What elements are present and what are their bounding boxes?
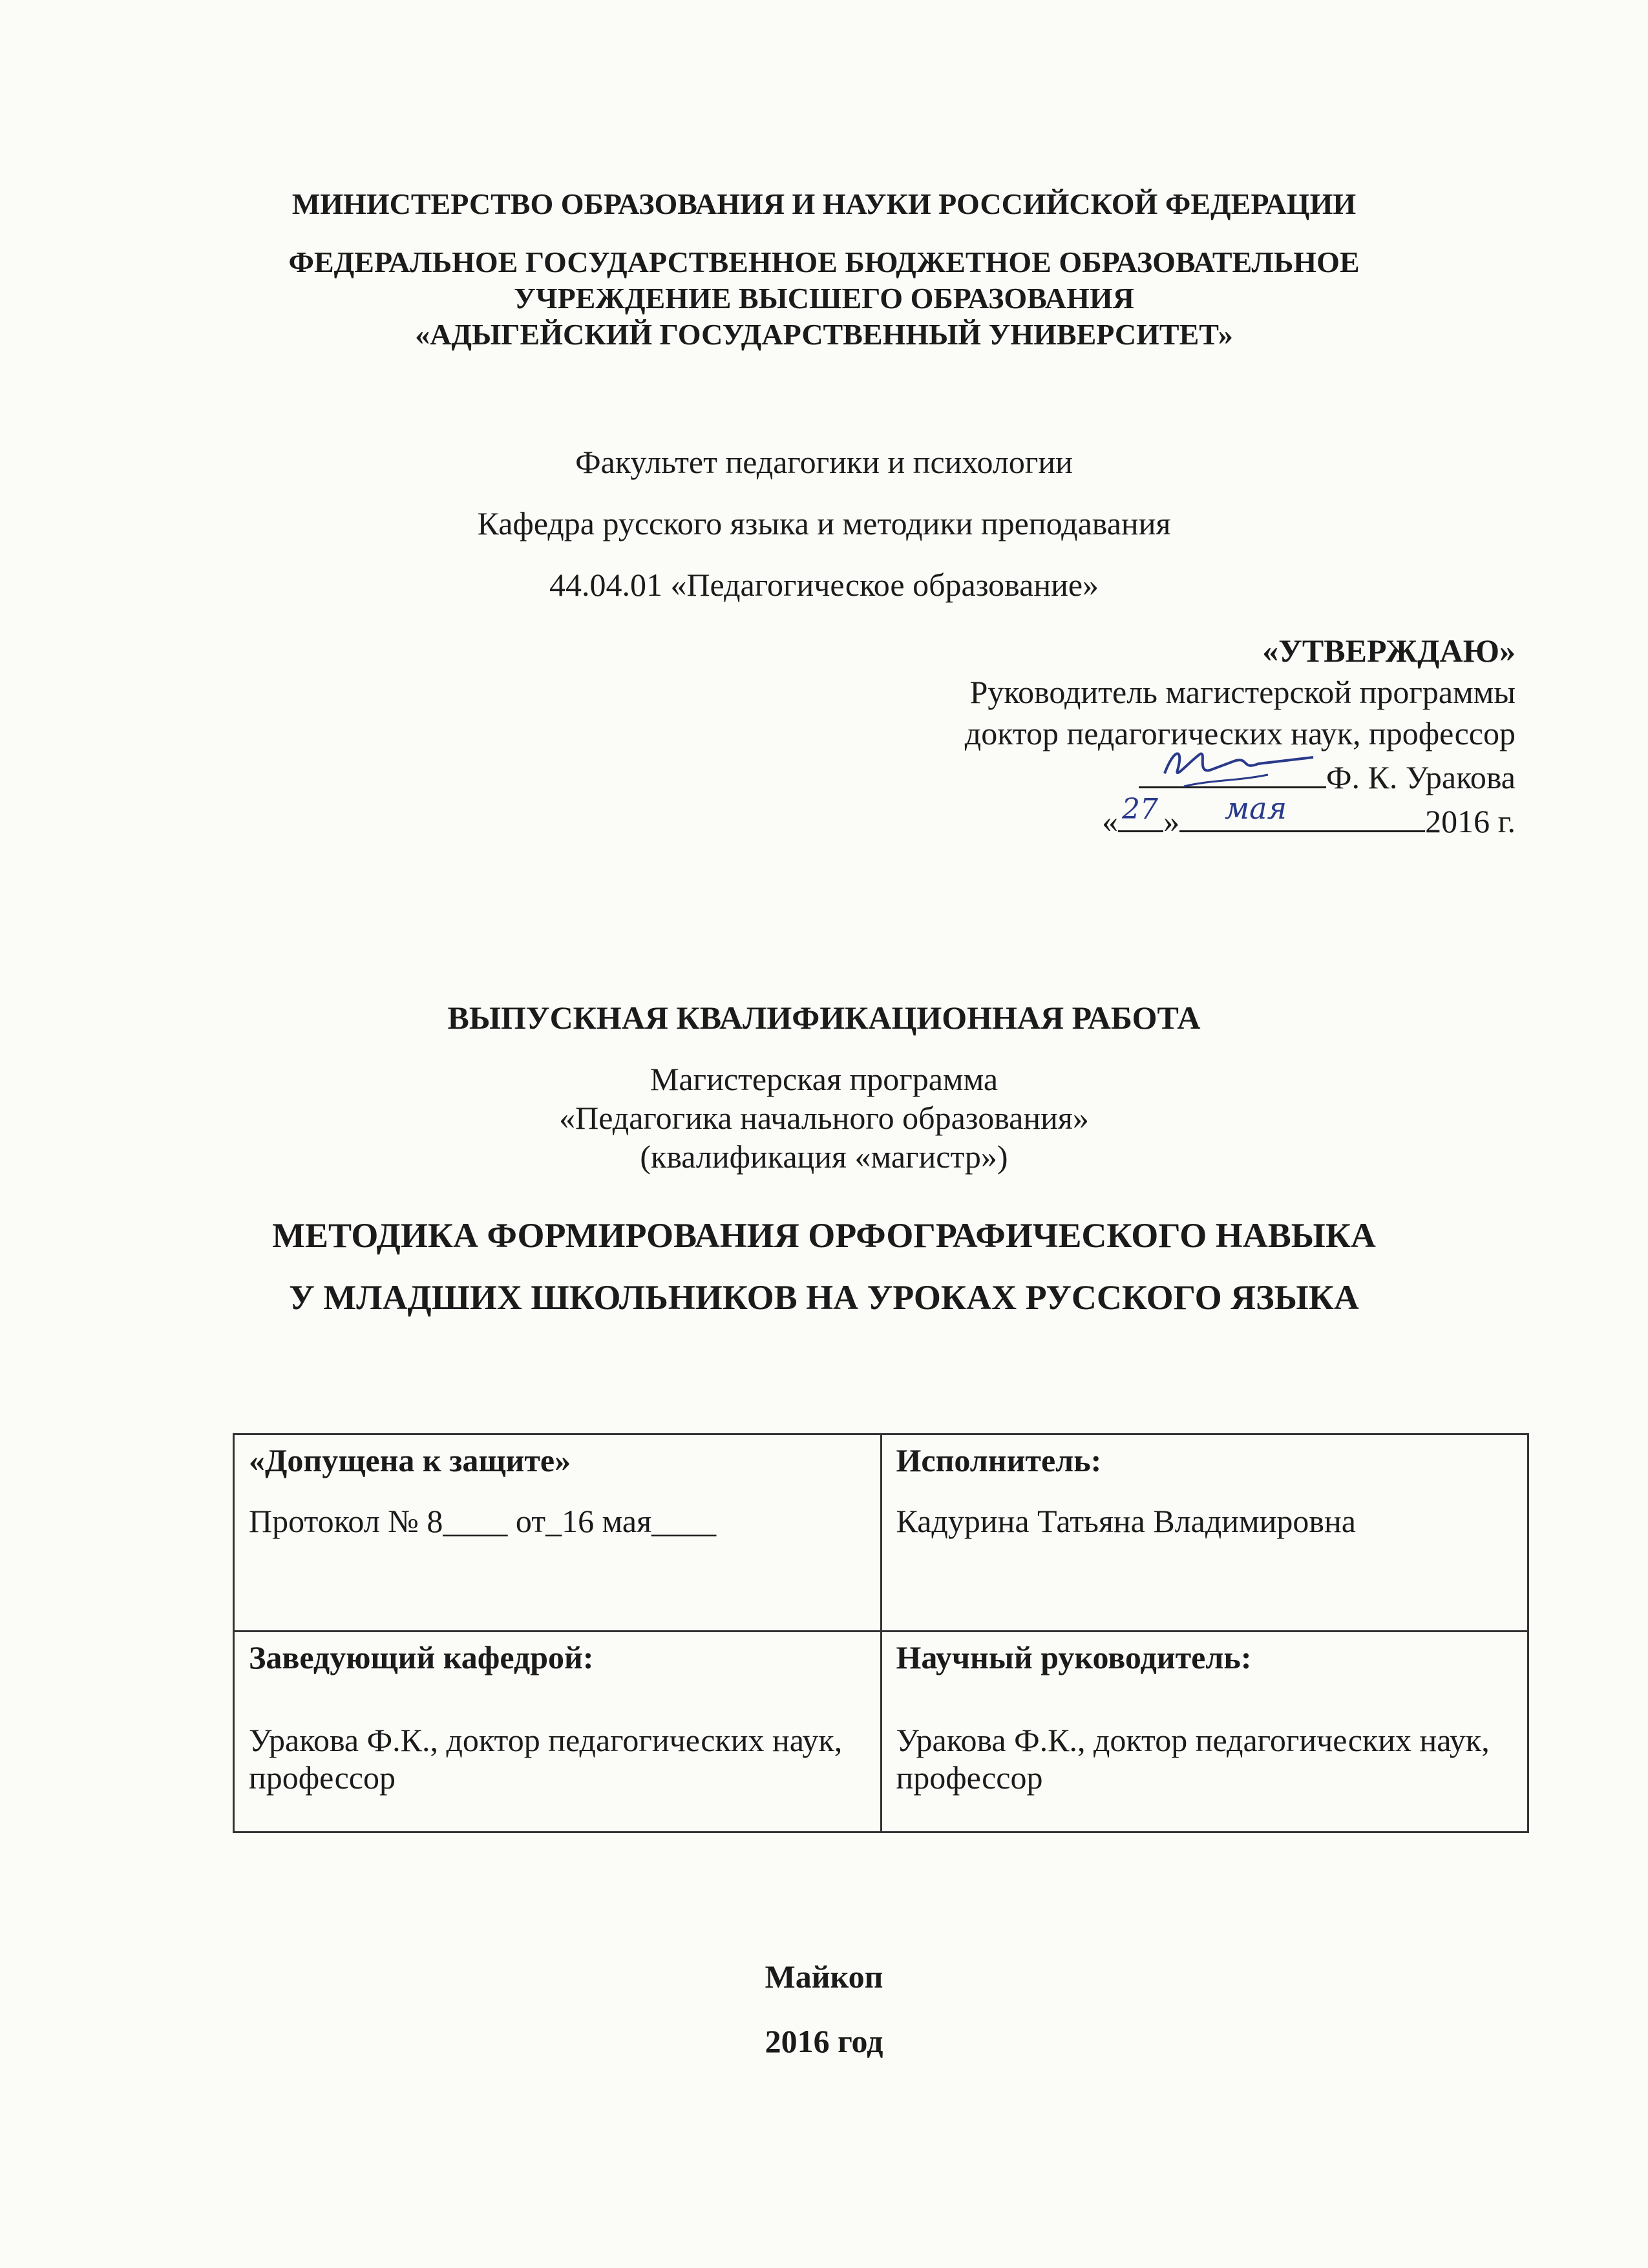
city: Майкоп [765,1958,883,1995]
cell-admitted [234,1434,882,1632]
cell-head-of-department [234,1632,882,1832]
approval-year: 2016 г. [1425,803,1516,839]
approval-title: «УТВЕРЖДАЮ» [1262,633,1516,669]
specialty: 44.04.01 «Педагогическое образование» [549,567,1099,603]
handwritten-signature [1139,754,1326,788]
institution-line-1: ФЕДЕРАЛЬНОЕ ГОСУДАРСТВЕННОЕ БЮДЖЕТНОЕ ОБРАЗОВАТЕЛЬНОЕ [288,246,1360,278]
topic-line-2: У МЛАДШИХ ШКОЛЬНИКОВ НА УРОКАХ РУССКОГО ЯЗЫКА [289,1278,1359,1317]
approval-position: Руководитель магистерской программы [969,674,1516,710]
program-name: «Педагогика начального образования» [559,1100,1089,1136]
institution-line-2: УЧРЕЖДЕНИЕ ВЫСШЕГО ОБРАЗОВАНИЯ [514,282,1134,315]
year: 2016 год [765,2023,883,2059]
topic-line-1: МЕТОДИКА ФОРМИРОВАНИЯ ОРФОГРАФИЧЕСКОГО НАВЫКА [272,1216,1376,1255]
university-name: «АДЫГЕЙСКИЙ ГОСУДАРСТВЕННЫЙ УНИВЕРСИТЕТ» [415,318,1233,351]
qualification: (квалификация «магистр») [640,1139,1008,1175]
faculty: Факультет педагогики и психологии [575,444,1073,480]
executor-label: Исполнитель: [896,1442,1102,1478]
program-label: Магистерская программа [650,1061,998,1097]
protocol: Протокол № 8____ от_16 мая____ [249,1503,717,1539]
head-name: Уракова Ф.К., доктор педагогических наук, профессор [249,1722,843,1796]
ministry-heading: МИНИСТЕРСТВО ОБРАЗОВАНИЯ И НАУКИ РОССИЙСКОЙ ФЕДЕРАЦИИ [291,187,1357,220]
work-title: ВЫПУСКНАЯ КВАЛИФИКАЦИОННАЯ РАБОТА [447,1000,1201,1036]
svg-text:27: 27 [1122,793,1159,826]
cell-supervisor [881,1632,1528,1832]
svg-text:мая: мая [1225,792,1287,826]
executor-name: Кадурина Татьяна Владимировна [896,1503,1356,1539]
supervisor-name: Уракова Ф.К., доктор педагогических наук, профессор [896,1722,1490,1796]
department: Кафедра русского языка и методики преподавания [477,505,1171,541]
approval-degree: доктор педагогических наук, профессор [964,715,1516,751]
approval-block [965,630,1516,842]
supervisor-label: Научный руководитель: [896,1639,1252,1675]
cell-executor [881,1434,1528,1632]
handwritten-day [1118,793,1163,832]
admitted-label: «Допущена к защите» [249,1442,571,1478]
head-label: Заведующий кафедрой: [249,1639,594,1675]
approval-date: « 27 » мая 2016 г. [1102,792,1516,839]
approval-name: Ф. К. Уракова [1326,759,1516,795]
signatures-table [233,1433,1529,1833]
